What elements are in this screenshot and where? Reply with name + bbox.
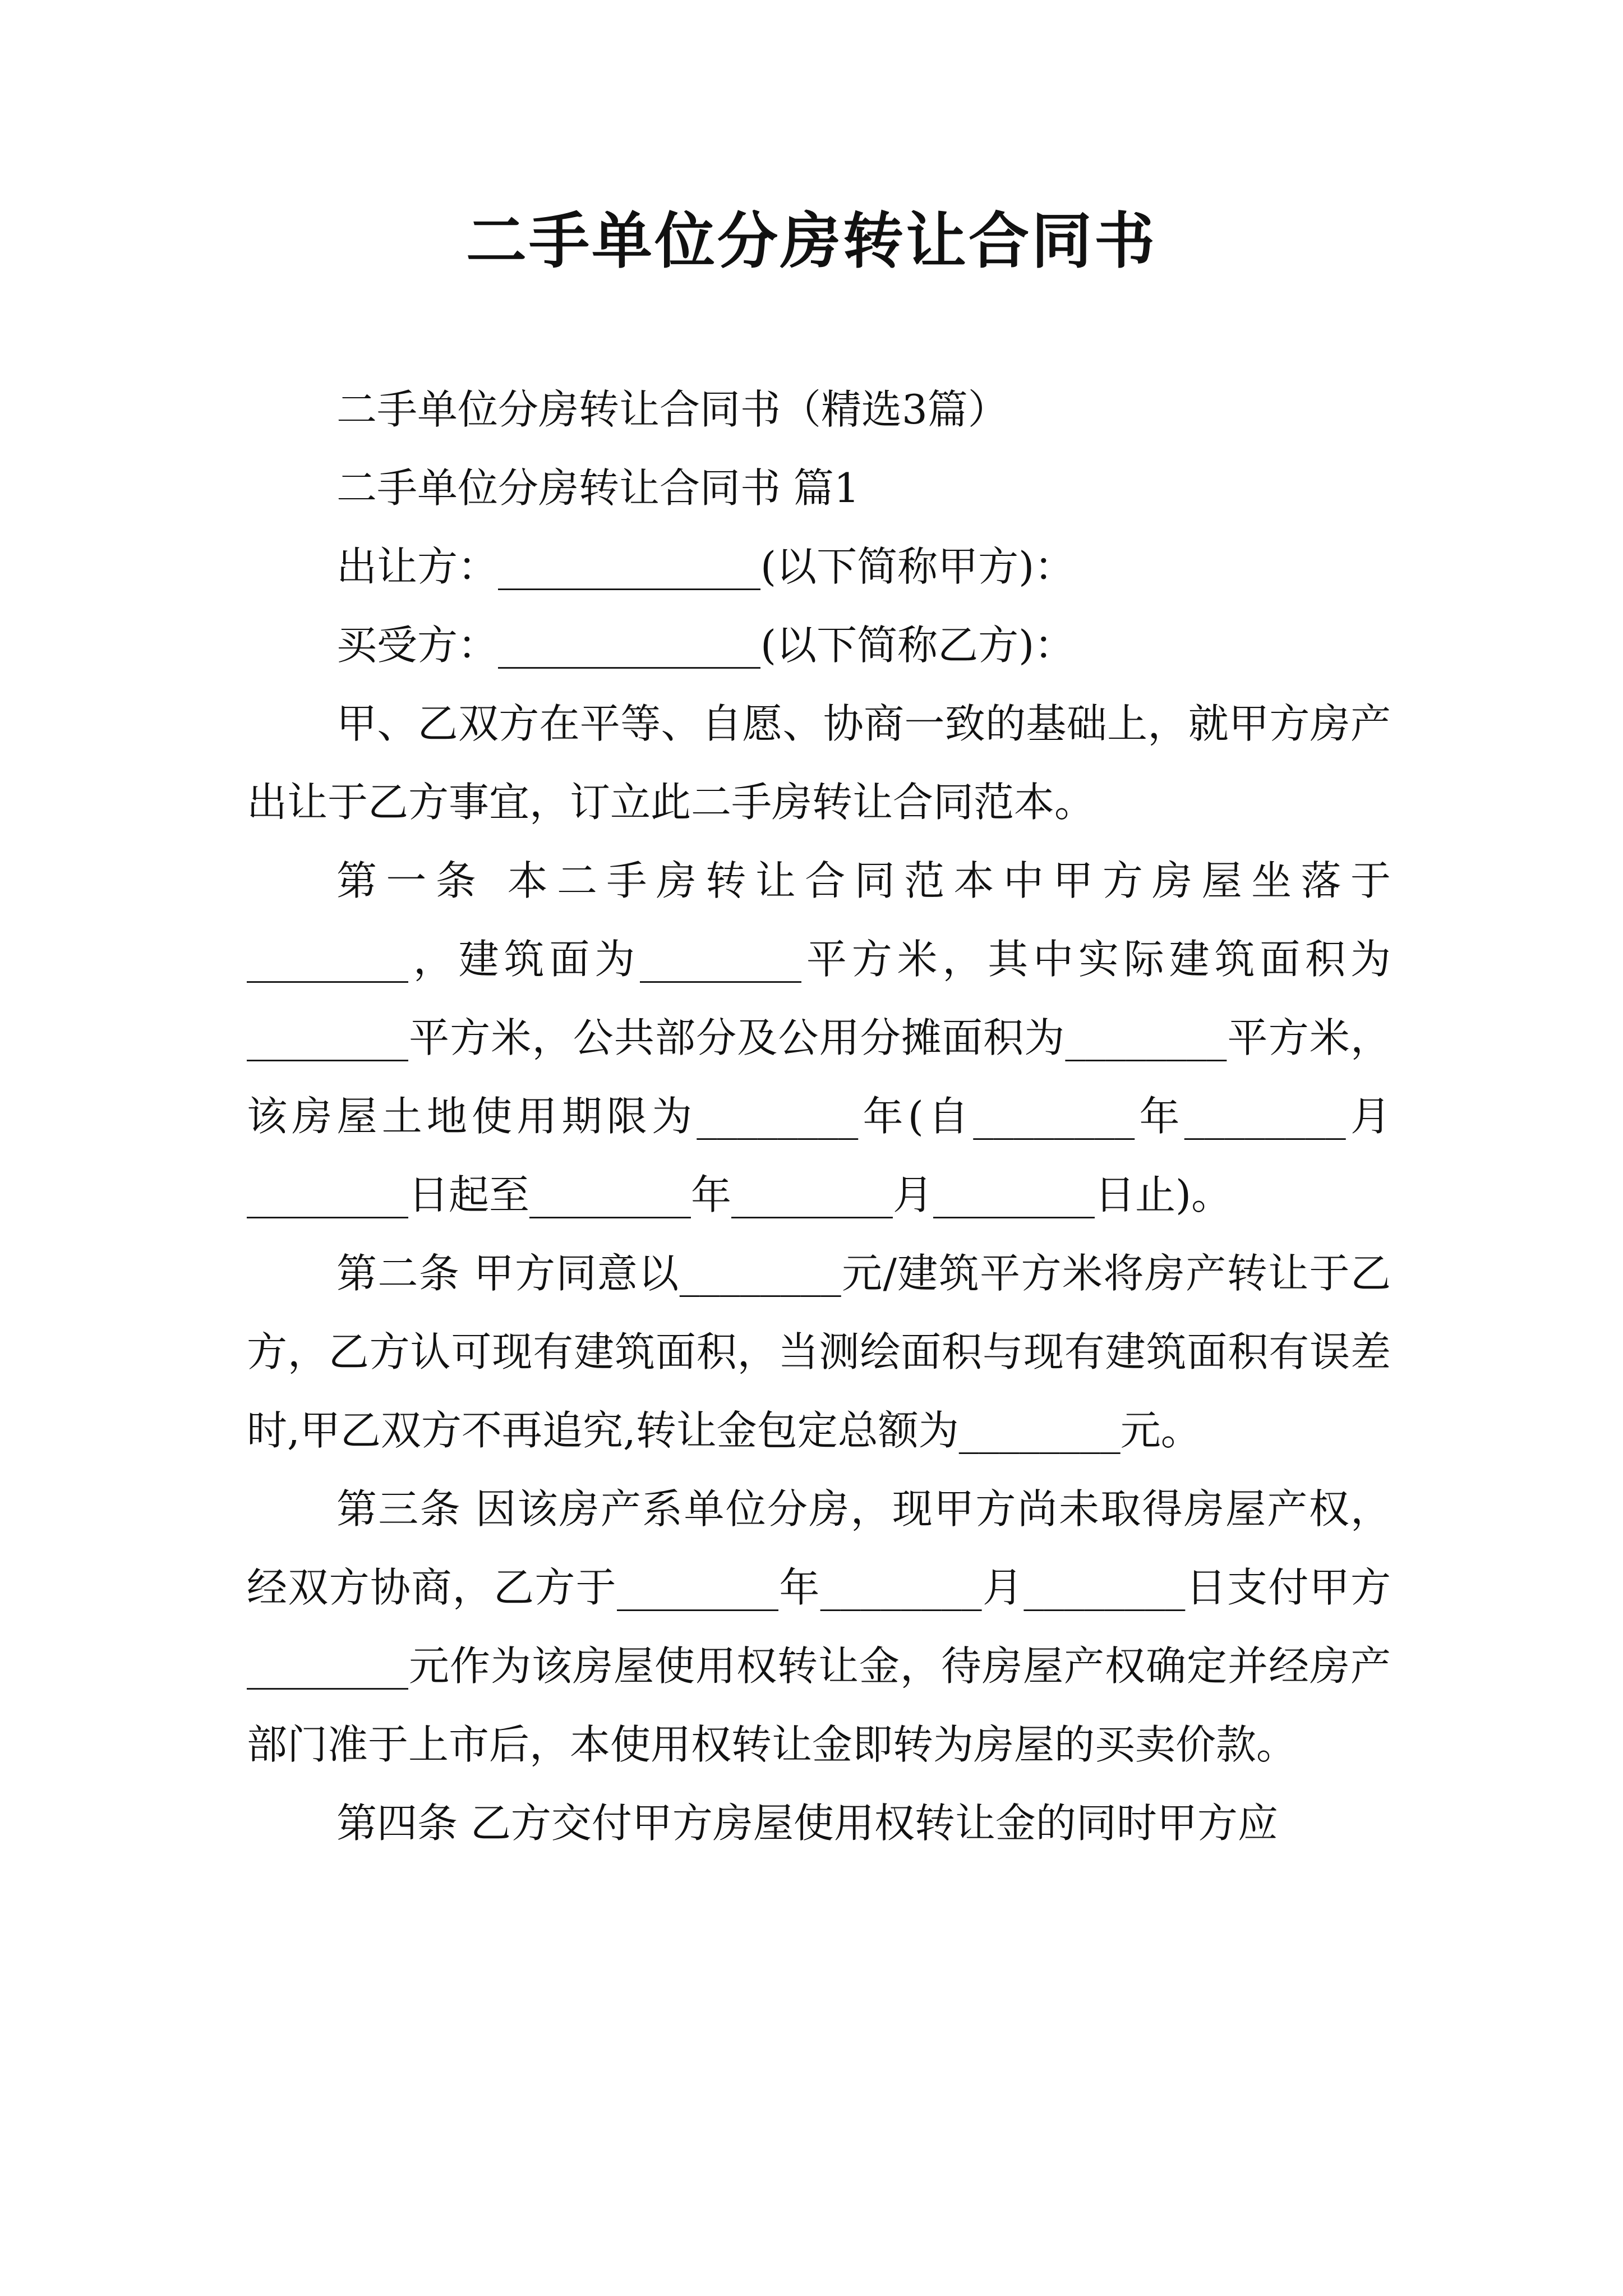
clause-4: 第四条 乙方交付甲方房屋使用权转让金的同时甲方应	[336, 1800, 1278, 1847]
document-title: 二手单位分房转让合同书	[465, 206, 1157, 277]
seller-line: 出让方：_____________(以下简称甲方)：	[336, 543, 1075, 590]
clause-1: 第一条 本二手房转让合同范本中甲方房屋坐落于________，建筑面为________平方米，其中实际建筑面积为________平方米，公共部分及公用分摊面积为________平方米，该房屋土地使用期限为________年(自________年________月________日起至________年________月________日止)。	[247, 857, 1391, 1218]
preamble-paragraph: 甲、乙双方在平等、自愿、协商一致的基础上，就甲方房产出让于乙方事宜，订立此二手房转让合同范本。	[247, 700, 1391, 826]
buyer-line: 买受方：_____________(以下简称乙方)：	[336, 622, 1075, 669]
document-body	[247, 370, 1391, 1862]
article-heading: 二手单位分房转让合同书 篇1	[336, 464, 860, 512]
clause-2: 第二条 甲方同意以________元/建筑平方米将房产转让于乙方，乙方认可现有建筑面积，当测绘面积与现有建筑面积有误差时,甲乙双方不再追究,转让金包定总额为________元。	[247, 1250, 1391, 1454]
clause-3: 第三条 因该房产系单位分房，现甲方尚未取得房屋产权，经双方协商，乙方于________年________月________日支付甲方________元作为该房屋使用权转让金，待房屋产权确定并经房产部门准于上市后，本使用权转让金即转为房屋的买卖价款。	[247, 1485, 1391, 1768]
collection-heading: 二手单位分房转让合同书（精选3篇）	[336, 386, 1008, 433]
